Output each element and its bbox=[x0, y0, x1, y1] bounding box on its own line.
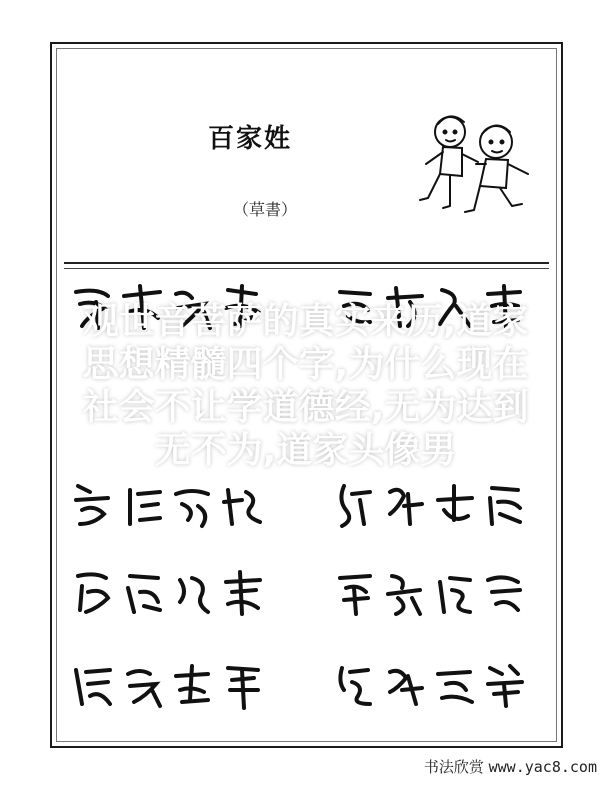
book-title: 百家姓 bbox=[207, 124, 292, 154]
watermark-url: www.yac8.com bbox=[488, 758, 597, 776]
book-subtitle: （草書） bbox=[232, 200, 297, 219]
watermark-site-name: 书法欣赏 bbox=[423, 758, 484, 776]
overlay-caption bbox=[0, 300, 611, 472]
overlay-caption-line: 思想精髓四个字,为什么现在 bbox=[82, 344, 529, 385]
calligraphy-row-4-right bbox=[330, 568, 530, 618]
calligraphy-row-4-left bbox=[68, 568, 268, 618]
calligraphy-row-3-right bbox=[330, 480, 530, 530]
site-watermark bbox=[424, 756, 597, 777]
calligraphy-row-5-right bbox=[330, 660, 530, 710]
overlay-caption-line: 无不为,道家头像男 bbox=[154, 430, 457, 471]
calligraphy-row-5-left bbox=[68, 660, 268, 710]
header-divider-thin bbox=[64, 268, 549, 269]
header-divider bbox=[64, 262, 549, 264]
overlay-caption-line: 社会不让学道德经,无为达到 bbox=[82, 387, 529, 428]
calligraphy-row-3-left bbox=[68, 480, 268, 530]
children-illustration bbox=[410, 102, 540, 220]
overlay-caption-line: 观世音菩萨的真实来历,道家 bbox=[82, 301, 529, 342]
